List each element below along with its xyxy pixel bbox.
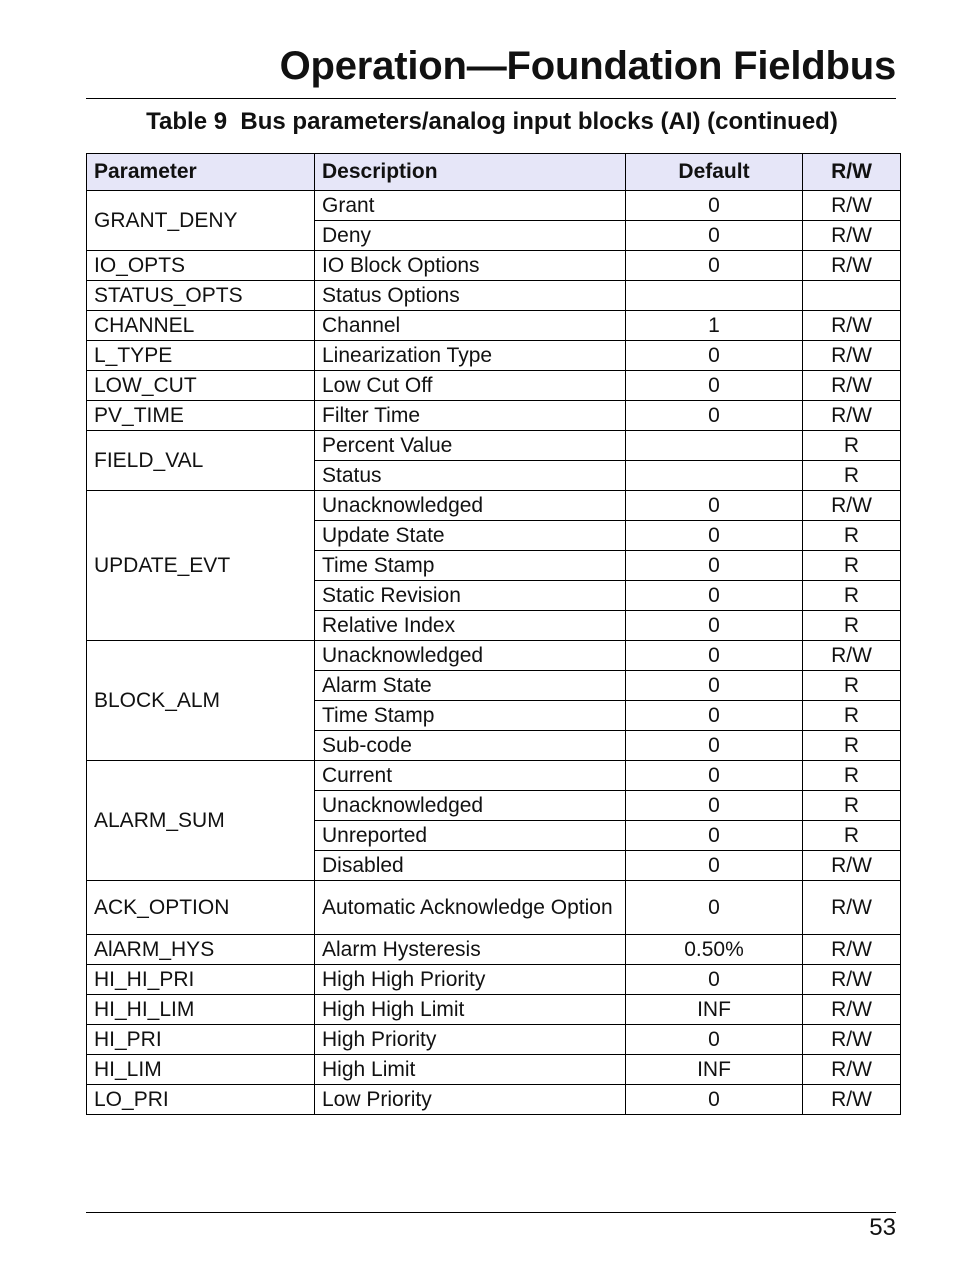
rw-cell: R <box>803 761 901 791</box>
default-cell <box>626 461 803 491</box>
footer-divider <box>86 1212 896 1213</box>
table-row <box>87 371 901 401</box>
parameter-cell: BLOCK_ALM <box>87 641 315 761</box>
rw-cell: R/W <box>803 881 901 935</box>
description-cell: Alarm Hysteresis <box>315 935 626 965</box>
table-row <box>87 401 901 431</box>
description-cell: Low Cut Off <box>315 371 626 401</box>
default-cell: 0 <box>626 851 803 881</box>
table-row <box>87 491 901 521</box>
description-cell: Filter Time <box>315 401 626 431</box>
parameter-cell: UPDATE_EVT <box>87 491 315 641</box>
rw-cell: R/W <box>803 1055 901 1085</box>
table-row <box>87 431 901 461</box>
description-cell: Current <box>315 761 626 791</box>
description-cell: High Limit <box>315 1055 626 1085</box>
page-number: 53 <box>869 1214 896 1241</box>
table-row <box>87 965 901 995</box>
default-cell: 0 <box>626 521 803 551</box>
default-cell: 0 <box>626 191 803 221</box>
rw-cell: R/W <box>803 491 901 521</box>
description-cell: Time Stamp <box>315 551 626 581</box>
parameter-cell: L_TYPE <box>87 341 315 371</box>
parameter-cell: ALARM_SUM <box>87 761 315 881</box>
parameter-cell: LOW_CUT <box>87 371 315 401</box>
description-cell: Grant <box>315 191 626 221</box>
column-header-rw: R/W <box>803 154 901 191</box>
description-cell: Sub-code <box>315 731 626 761</box>
parameter-cell: HI_PRI <box>87 1025 315 1055</box>
rw-cell: R/W <box>803 1025 901 1055</box>
table-row <box>87 1055 901 1085</box>
rw-cell: R/W <box>803 1085 901 1115</box>
rw-cell: R/W <box>803 341 901 371</box>
parameter-cell: HI_LIM <box>87 1055 315 1085</box>
rw-cell: R <box>803 551 901 581</box>
default-cell: 0 <box>626 761 803 791</box>
column-header-parameter: Parameter <box>87 154 315 191</box>
default-cell: 0 <box>626 581 803 611</box>
default-cell: INF <box>626 1055 803 1085</box>
parameter-cell: HI_HI_LIM <box>87 995 315 1025</box>
parameter-cell: HI_HI_PRI <box>87 965 315 995</box>
table-row <box>87 341 901 371</box>
default-cell: 0 <box>626 221 803 251</box>
default-cell: 0 <box>626 491 803 521</box>
rw-cell: R/W <box>803 251 901 281</box>
parameter-cell: AlARM_HYS <box>87 935 315 965</box>
table-caption: Table 9 Bus parameters/analog input blocks (AI) (continued) <box>146 108 838 135</box>
table-row <box>87 761 901 791</box>
table-row <box>87 935 901 965</box>
description-cell: Unreported <box>315 821 626 851</box>
rw-cell: R/W <box>803 995 901 1025</box>
table-row <box>87 311 901 341</box>
description-cell: Unacknowledged <box>315 791 626 821</box>
rw-cell: R <box>803 791 901 821</box>
rw-cell: R/W <box>803 935 901 965</box>
rw-cell: R/W <box>803 401 901 431</box>
description-cell: Alarm State <box>315 671 626 701</box>
default-cell: 0 <box>626 791 803 821</box>
rw-cell: R <box>803 821 901 851</box>
default-cell: 0 <box>626 671 803 701</box>
rw-cell: R/W <box>803 221 901 251</box>
default-cell: 0 <box>626 1025 803 1055</box>
rw-cell: R/W <box>803 965 901 995</box>
default-cell: 0 <box>626 965 803 995</box>
table-row <box>87 1085 901 1115</box>
rw-cell: R <box>803 701 901 731</box>
description-cell: Automatic Acknowledge Option <box>315 881 626 935</box>
default-cell: 0 <box>626 341 803 371</box>
parameter-cell: LO_PRI <box>87 1085 315 1115</box>
description-cell: High High Priority <box>315 965 626 995</box>
parameter-cell: PV_TIME <box>87 401 315 431</box>
table-row <box>87 251 901 281</box>
description-cell: Channel <box>315 311 626 341</box>
rw-cell <box>803 281 901 311</box>
table-header-row <box>87 154 901 191</box>
table-row <box>87 995 901 1025</box>
default-cell: 0 <box>626 1085 803 1115</box>
parameter-cell: FIELD_VAL <box>87 431 315 491</box>
default-cell: 0 <box>626 881 803 935</box>
default-cell <box>626 431 803 461</box>
rw-cell: R <box>803 581 901 611</box>
rw-cell: R/W <box>803 641 901 671</box>
description-cell: Status <box>315 461 626 491</box>
description-cell: Low Priority <box>315 1085 626 1115</box>
default-cell: 0.50% <box>626 935 803 965</box>
description-cell: Relative Index <box>315 611 626 641</box>
default-cell: 0 <box>626 401 803 431</box>
table-row <box>87 1025 901 1055</box>
table-row <box>87 191 901 221</box>
rw-cell: R <box>803 461 901 491</box>
description-cell: Time Stamp <box>315 701 626 731</box>
default-cell: 0 <box>626 251 803 281</box>
rw-cell: R/W <box>803 371 901 401</box>
description-cell: IO Block Options <box>315 251 626 281</box>
default-cell: INF <box>626 995 803 1025</box>
rw-cell: R <box>803 431 901 461</box>
parameter-cell: IO_OPTS <box>87 251 315 281</box>
default-cell: 0 <box>626 641 803 671</box>
rw-cell: R/W <box>803 851 901 881</box>
description-cell: Unacknowledged <box>315 491 626 521</box>
parameters-table <box>86 153 901 1115</box>
table-row <box>87 641 901 671</box>
default-cell: 1 <box>626 311 803 341</box>
rw-cell: R <box>803 731 901 761</box>
rw-cell: R <box>803 611 901 641</box>
description-cell: High High Limit <box>315 995 626 1025</box>
default-cell: 0 <box>626 701 803 731</box>
default-cell: 0 <box>626 611 803 641</box>
description-cell: High Priority <box>315 1025 626 1055</box>
description-cell: Unacknowledged <box>315 641 626 671</box>
default-cell: 0 <box>626 731 803 761</box>
default-cell <box>626 281 803 311</box>
description-cell: Update State <box>315 521 626 551</box>
default-cell: 0 <box>626 821 803 851</box>
description-cell: Linearization Type <box>315 341 626 371</box>
table-row <box>87 281 901 311</box>
description-cell: Static Revision <box>315 581 626 611</box>
rw-cell: R <box>803 521 901 551</box>
description-cell: Disabled <box>315 851 626 881</box>
parameter-cell: STATUS_OPTS <box>87 281 315 311</box>
rw-cell: R <box>803 671 901 701</box>
title-divider <box>86 98 896 99</box>
parameter-cell: CHANNEL <box>87 311 315 341</box>
description-cell: Deny <box>315 221 626 251</box>
parameter-cell: GRANT_DENY <box>87 191 315 251</box>
description-cell: Percent Value <box>315 431 626 461</box>
column-header-description: Description <box>315 154 626 191</box>
table-row <box>87 881 901 935</box>
page-title: Operation—Foundation Fieldbus <box>279 44 896 88</box>
parameter-cell: ACK_OPTION <box>87 881 315 935</box>
description-cell: Status Options <box>315 281 626 311</box>
rw-cell: R/W <box>803 311 901 341</box>
default-cell: 0 <box>626 371 803 401</box>
rw-cell: R/W <box>803 191 901 221</box>
column-header-default: Default <box>626 154 803 191</box>
default-cell: 0 <box>626 551 803 581</box>
